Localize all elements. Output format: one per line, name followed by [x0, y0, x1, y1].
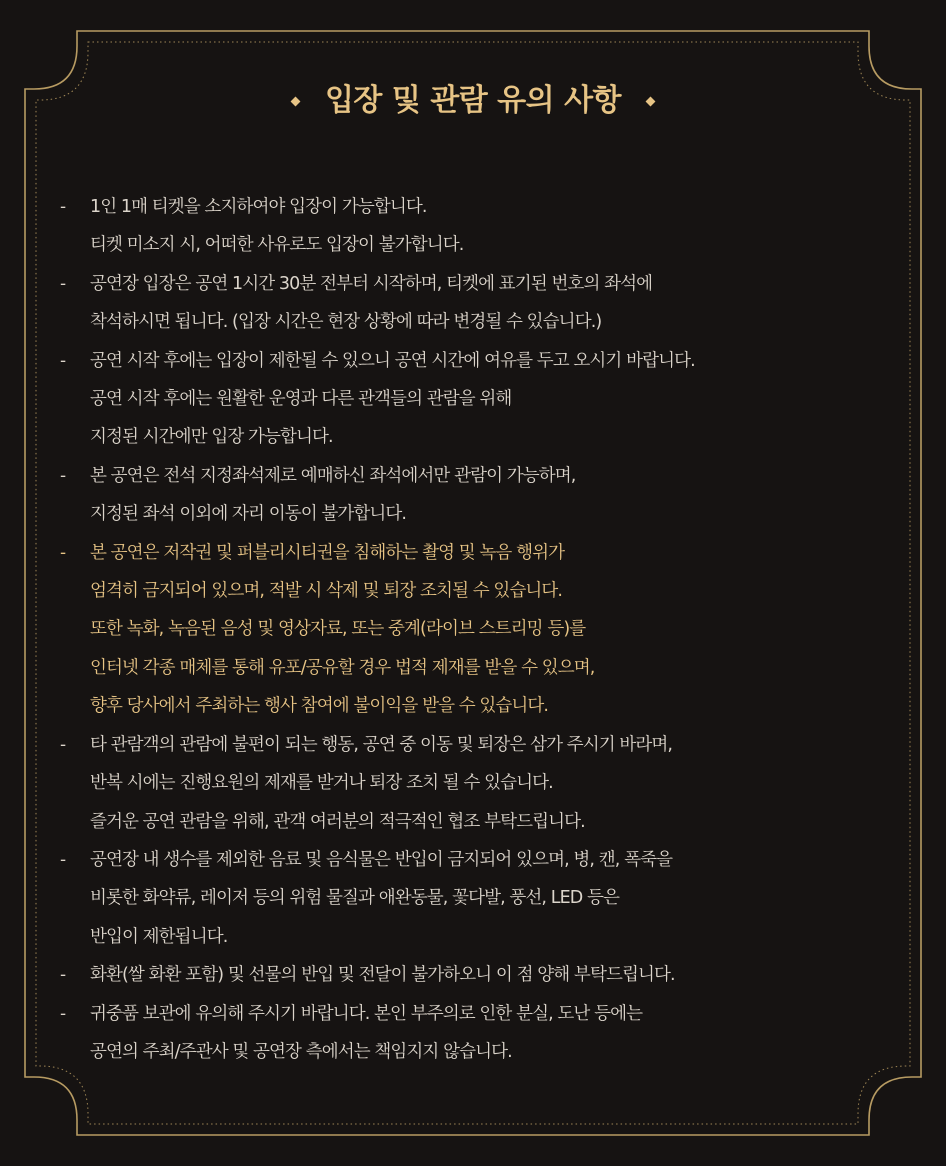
notice-item: [58, 534, 898, 726]
notice-item: [58, 956, 898, 994]
notice-line: 착석하시면 됩니다. (입장 시간은 현장 상황에 따라 변경될 수 있습니다.): [90, 312, 602, 333]
bullet-dash: -: [60, 1003, 67, 1024]
notice-line: 엄격히 금지되어 있으며, 적발 시 삭제 및 퇴장 조치될 수 있습니다.: [90, 581, 563, 602]
notice-line: 즐거운 공연 관람을 위해, 관객 여러분의 적극적인 협조 부탁드립니다.: [90, 811, 585, 832]
notice-list: [58, 188, 898, 1071]
bullet-dash: -: [60, 273, 67, 294]
page-title: 입장 및 관람 유의 사항: [324, 83, 622, 118]
bullet-dash: -: [60, 465, 67, 486]
notice-line: 공연장 입장은 공연 1시간 30분 전부터 시작하며, 티켓에 표기된 번호의 좌석에: [90, 273, 653, 294]
notice-item: [58, 457, 898, 534]
header: [0, 76, 946, 126]
bullet-dash: -: [60, 542, 67, 563]
notice-line: 본 공연은 저작권 및 퍼블리시티권을 침해하는 촬영 및 녹음 행위가: [90, 542, 565, 563]
bullet-dash: -: [60, 849, 67, 870]
notice-line: 1인 1매 티켓을 소지하여야 입장이 가능합니다.: [90, 197, 427, 217]
notice-item: [58, 726, 898, 841]
bullet-dash: -: [60, 965, 67, 986]
notice-line: 지정된 시간에만 입장 가능합니다.: [90, 427, 333, 448]
bullet-dash: -: [60, 197, 67, 217]
notice-item: [58, 188, 898, 265]
bullet-dash: -: [60, 734, 67, 755]
notice-line: 귀중품 보관에 유의해 주시기 바랍니다. 본인 부주의로 인한 분실, 도난 등에는: [90, 1003, 643, 1024]
notice-line: 반입이 제한됩니다.: [90, 926, 228, 947]
notice-item: [58, 265, 898, 342]
notice-line: 공연의 주최/주관사 및 공연장 측에서는 책임지지 않습니다.: [90, 1041, 512, 1062]
diamond-ornament-left: [290, 96, 300, 106]
notice-item: [58, 995, 898, 1072]
notice-line: 타 관람객의 관람에 불편이 되는 행동, 공연 중 이동 및 퇴장은 삼가 주시기 바라며,: [90, 734, 673, 755]
notice-line: 또한 녹화, 녹음된 음성 및 영상자료, 또는 중계(라이브 스트리밍 등)를: [90, 619, 586, 640]
diamond-ornament-right: [646, 96, 656, 106]
notice-line: 본 공연은 전석 지정좌석제로 예매하신 좌석에서만 관람이 가능하며,: [90, 465, 576, 486]
notice-line: 티켓 미소지 시, 어떠한 사유로도 입장이 불가합니다.: [90, 235, 464, 256]
notice-line: 비롯한 화약류, 레이저 등의 위험 물질과 애완동물, 꽃다발, 풍선, LED 등은: [90, 888, 619, 909]
notice-line: 화환(쌀 화환 포함) 및 선물의 반입 및 전달이 불가하오니 이 점 양해 부탁드립니다.: [90, 965, 675, 986]
notice-line: 향후 당사에서 주최하는 행사 참여에 불이익을 받을 수 있습니다.: [90, 696, 549, 717]
notice-item: [58, 342, 898, 457]
notice-line: 공연 시작 후에는 입장이 제한될 수 있으니 공연 시간에 여유를 두고 오시기 바랍니다.: [90, 350, 695, 371]
notice-line: 반복 시에는 진행요원의 제재를 받거나 퇴장 조치 될 수 있습니다.: [90, 773, 553, 794]
notice-line: 공연 시작 후에는 원활한 운영과 다른 관객들의 관람을 위해: [90, 389, 512, 410]
notice-line: 공연장 내 생수를 제외한 음료 및 음식물은 반입이 금지되어 있으며, 병, 캔, 폭죽을: [90, 849, 673, 870]
notice-item: [58, 841, 898, 956]
notice-line: 지정된 좌석 이외에 자리 이동이 불가합니다.: [90, 504, 407, 525]
notice-line: 인터넷 각종 매체를 통해 유포/공유할 경우 법적 제재를 받을 수 있으며,: [90, 657, 595, 678]
bullet-dash: -: [60, 350, 67, 371]
